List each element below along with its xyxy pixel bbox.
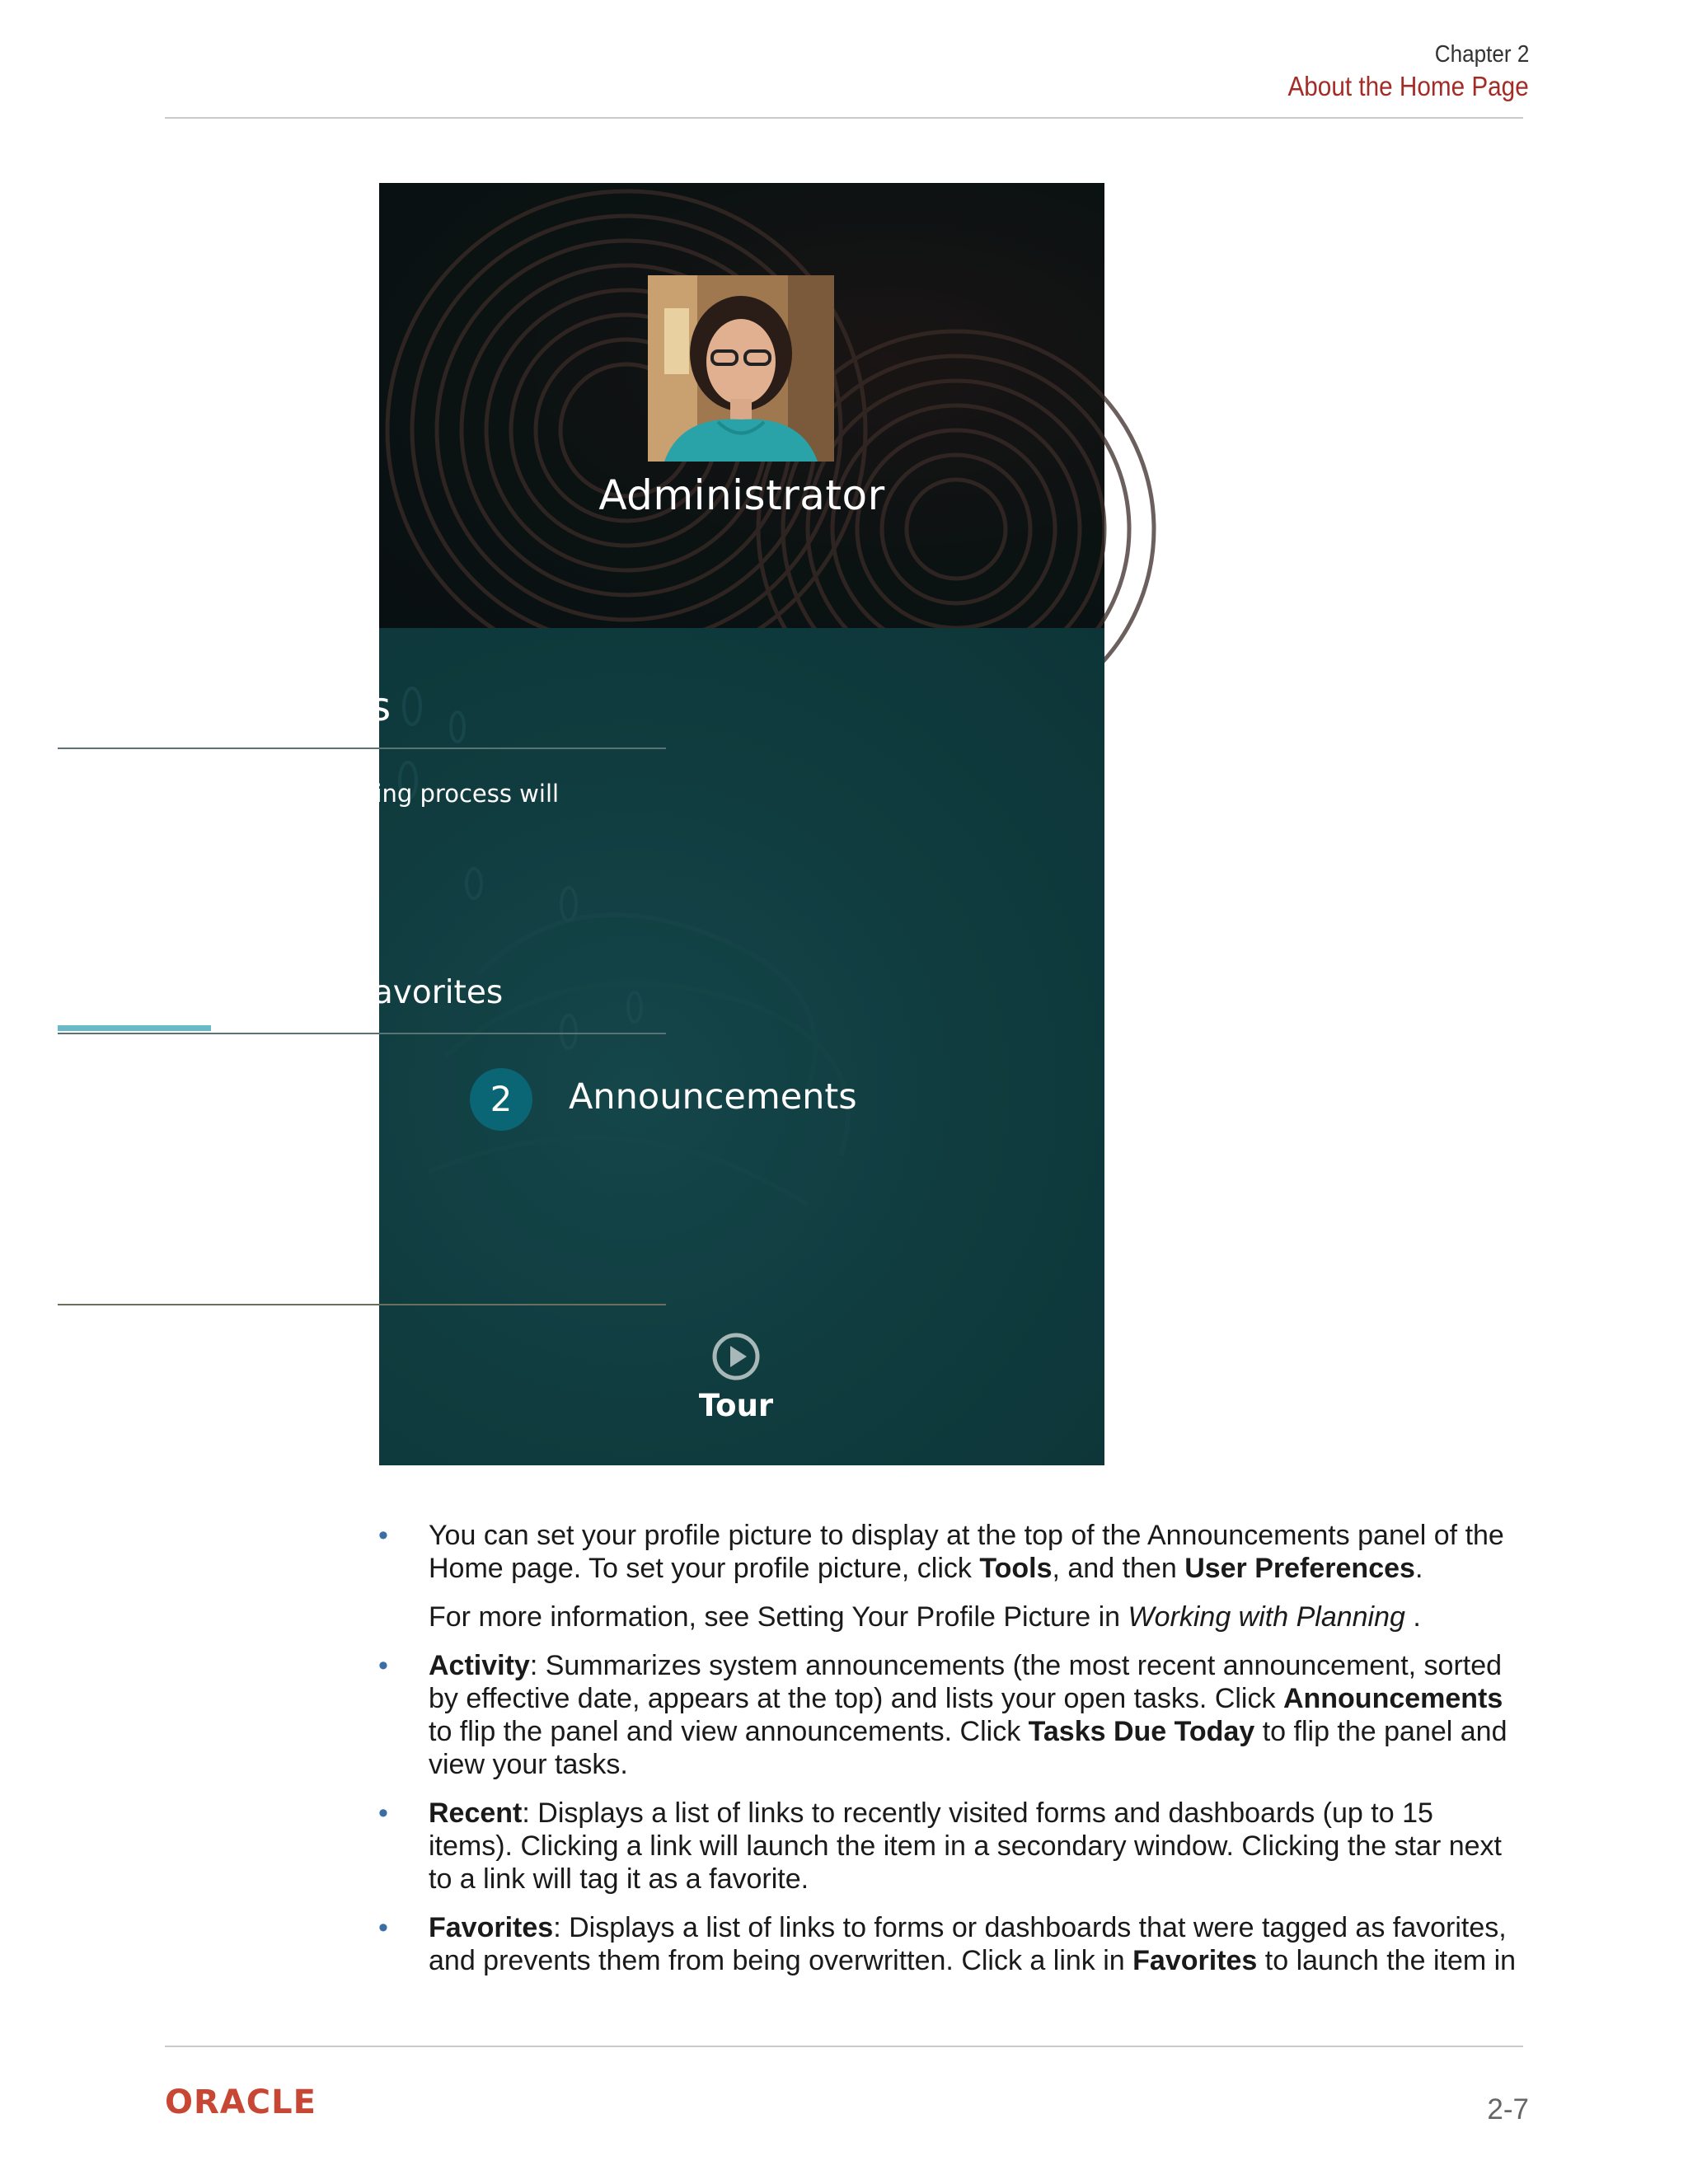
term-favorites: Favorites (1132, 1945, 1258, 1976)
list-item (377, 1797, 1523, 1896)
bullet-icon: • (378, 1797, 388, 1829)
term-tasks-due-today: Tasks Due Today (1028, 1716, 1255, 1747)
announcement-divider (58, 748, 666, 749)
section-title-link[interactable]: About the Home Page (1287, 71, 1529, 101)
announcements-link[interactable]: Announcements (569, 1076, 857, 1118)
text: : Displays a list of links to recently visited forms and dashboards (up to 15 items). Clicking a link will launch the item in a secondary window. Clicking the star next to a link will tag it as a favorite. (429, 1797, 1502, 1895)
user-name: Administrator (598, 471, 885, 519)
footer-divider (165, 2046, 1523, 2047)
profile-banner (379, 183, 1104, 628)
bullet-icon: • (378, 1650, 388, 1681)
list-item (377, 1649, 1523, 1781)
book-title-link[interactable]: Working with Planning (1128, 1601, 1405, 1633)
announcements-count-badge[interactable]: 2 (470, 1068, 532, 1131)
term-tools: Tools (979, 1553, 1053, 1584)
svg-text:ORACLE: ORACLE (165, 2083, 316, 2121)
term-user-preferences: User Preferences (1184, 1553, 1415, 1584)
text: , and then (1052, 1553, 1185, 1584)
bullet-icon: • (378, 1912, 388, 1943)
term-favorites: Favorites (429, 1912, 554, 1943)
list-item (377, 1519, 1523, 1633)
active-tab-indicator (58, 1025, 211, 1031)
text: You can set your profile picture to display at the top of the Announcements panel of the Home page. To set your profile picture, click (429, 1520, 1504, 1584)
announcement-text: The 2021 fiscal year planning process will conclude on Friday. (58, 780, 560, 841)
text: : Displays a list of links to forms or dashboards that were tagged as favorites, and prevents them from being overwritten. Click a link in (429, 1912, 1507, 1976)
feature-list (377, 1519, 1523, 1993)
tour-button[interactable]: Tour (698, 1388, 774, 1423)
play-circle-icon[interactable] (712, 1333, 760, 1380)
list-item (377, 1911, 1523, 1977)
footer-divider (58, 1304, 666, 1305)
home-announcements-panel-screenshot (58, 183, 1104, 1465)
term-announcements: Announcements (1282, 1683, 1503, 1714)
term-recent: Recent (429, 1797, 523, 1829)
text: to launch the item in (1257, 1945, 1517, 1976)
header-divider (165, 117, 1523, 119)
bullet-icon: • (378, 1520, 388, 1551)
tab-recent[interactable]: Recent (229, 974, 340, 1011)
oracle-logo (165, 2085, 349, 2122)
tabs-divider (58, 1033, 666, 1034)
text: . (1404, 1601, 1421, 1633)
announcement-title: Planning Process (58, 684, 392, 730)
page-number: 2-7 (1487, 2093, 1529, 2125)
text: . (1414, 1553, 1423, 1584)
tab-favorites[interactable]: Favorites (358, 974, 504, 1011)
text: For more information, see Setting Your Profile Picture in (429, 1601, 1128, 1633)
more-info-paragraph (429, 1601, 1523, 1633)
tab-activity[interactable]: Activity (76, 974, 215, 1011)
text: : Summarizes system announcements (the most recent announcement, sorted by effective date, appears at the top) and lists your open tasks. Click (429, 1650, 1503, 1714)
term-activity: Activity (429, 1650, 530, 1681)
text: to flip the panel and view your tasks. (429, 1716, 1507, 1780)
text: to flip the panel and view announcements. Click (429, 1716, 1029, 1747)
chapter-label: Chapter 2 (1434, 41, 1529, 68)
profile-photo (648, 275, 834, 462)
